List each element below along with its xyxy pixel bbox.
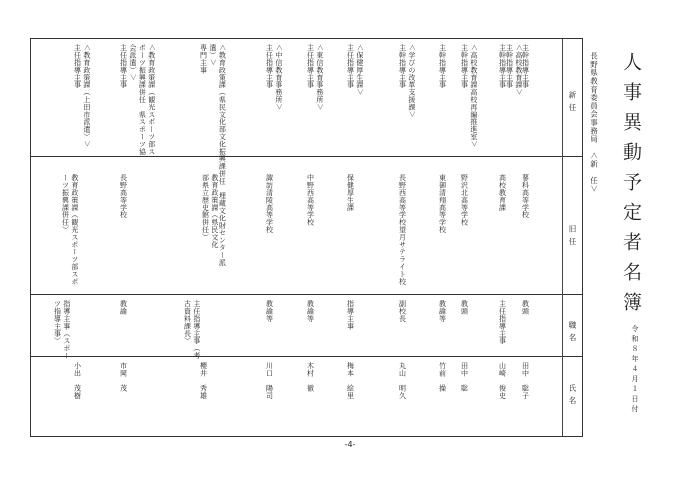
row-divider bbox=[31, 156, 582, 157]
header-name: 氏名 bbox=[568, 384, 577, 409]
row-5-rank: 教諭等 bbox=[438, 300, 447, 323]
effective-date: 令和８年４月１日付 bbox=[631, 325, 639, 415]
row-4-name: 田中 聡 bbox=[460, 362, 469, 392]
row-4-rank: 教頭 bbox=[460, 300, 469, 315]
header-old-post: 旧任 bbox=[568, 225, 577, 250]
row-5-old-post: 東御清翔高等学校 bbox=[438, 174, 447, 234]
row-11-rank: 教諭 bbox=[119, 300, 128, 315]
row-1-new-post: ＜高校教育課＞ 主幹指導主事 bbox=[505, 44, 523, 96]
row-11-new-post: ＜教育政策課（観光スポーツ部スポーツ振興課併任 県スポーツ協会派遣）＞ 主任指導主事 bbox=[119, 44, 156, 155]
row-6-old-post: 長野西高等学校望月サテライト校 bbox=[398, 174, 407, 285]
row-4-old-post: 野沢北高等学校 bbox=[460, 174, 469, 226]
row-12-rank: 指導主事（スポーツ指導主事） bbox=[53, 300, 71, 360]
row-6-new-post: ＜学びの改革支援課＞ 主幹指導主事 bbox=[398, 44, 416, 118]
row-7-new-post: ＜保健厚生課＞ 主任指導主事 bbox=[346, 44, 364, 96]
row-12-new-post: ＜教育政策課（上田市派遣）＞ 主任指導主事 bbox=[73, 44, 91, 148]
row-divider bbox=[31, 356, 582, 357]
row-9-old-post: 諏訪清陵高等学校 bbox=[265, 174, 274, 234]
row-5-name: 竹前 操 bbox=[438, 362, 447, 392]
row-6-name: 丸山 明久 bbox=[398, 362, 407, 399]
row-9-name: 川口 陽司 bbox=[265, 362, 274, 399]
row-3-name: 山崎 俊史 bbox=[498, 362, 507, 399]
row-4-new-post: ＜高校教育課高校再編推進室＞ 主幹指導主事 bbox=[460, 44, 478, 148]
row-2-new-post: 主幹指導主事 bbox=[521, 44, 530, 89]
header-rank: 職名 bbox=[568, 321, 577, 346]
row-7-old-post: 保健厚生課 bbox=[346, 174, 355, 211]
row-10-old-post: 教育政策課（県民文化部県立歴史館併任） bbox=[201, 174, 219, 248]
row-7-rank: 指導主事 bbox=[346, 300, 355, 330]
row-2-rank: 教頭 bbox=[521, 300, 530, 315]
row-3-rank: 主任指導主事 bbox=[498, 300, 507, 345]
row-2-name: 田中 聡子 bbox=[521, 362, 530, 399]
row-12-name: 小出 茂樹 bbox=[73, 362, 82, 399]
row-10-new-post: ＜教育政策課（県民文化部文化振興課併任 埋蔵文化財センター派遣）＞ 専門主事 bbox=[199, 44, 227, 266]
page-number: -4- bbox=[344, 440, 356, 449]
header-new-post: 新任 bbox=[568, 91, 577, 116]
row-2-old-post: 蓼科高等学校 bbox=[521, 174, 530, 219]
row-3-new-post: 主幹指導主事 bbox=[498, 44, 507, 89]
page-title: 人事異動予定者名簿 bbox=[620, 52, 642, 322]
row-5-new-post: 主幹指導主事 bbox=[438, 44, 447, 89]
row-8-name: 木村 徹 bbox=[306, 362, 315, 392]
header-column-divider bbox=[562, 39, 563, 436]
row-9-rank: 教諭等 bbox=[265, 300, 274, 323]
row-divider bbox=[31, 294, 582, 295]
row-6-rank: 副校長 bbox=[398, 300, 407, 323]
row-8-new-post: ＜東信教育事務所＞ 主任指導主事 bbox=[306, 44, 324, 111]
row-7-name: 梅本 絵里 bbox=[346, 362, 355, 399]
row-8-rank: 教諭等 bbox=[306, 300, 315, 323]
row-3-old-post: 高校教育課 bbox=[498, 174, 507, 211]
row-11-old-post: 長野高等学校 bbox=[119, 174, 128, 219]
department-label: 長野県教育委員会事務局 ＜新 任＞ bbox=[589, 52, 599, 194]
row-12-old-post: 教育政策課（観光スポーツ部スポーツ振興課併任） bbox=[61, 174, 79, 285]
row-10-name: 櫻井 秀雄 bbox=[199, 362, 208, 399]
row-8-old-post: 中野西高等学校 bbox=[306, 174, 315, 226]
row-9-new-post: ＜中信教育事務所＞ 主任指導主事 bbox=[265, 44, 283, 111]
row-10-rank: 主任指導主事（考古資料課長） bbox=[183, 300, 201, 360]
row-11-name: 市岡 茂 bbox=[119, 362, 128, 392]
